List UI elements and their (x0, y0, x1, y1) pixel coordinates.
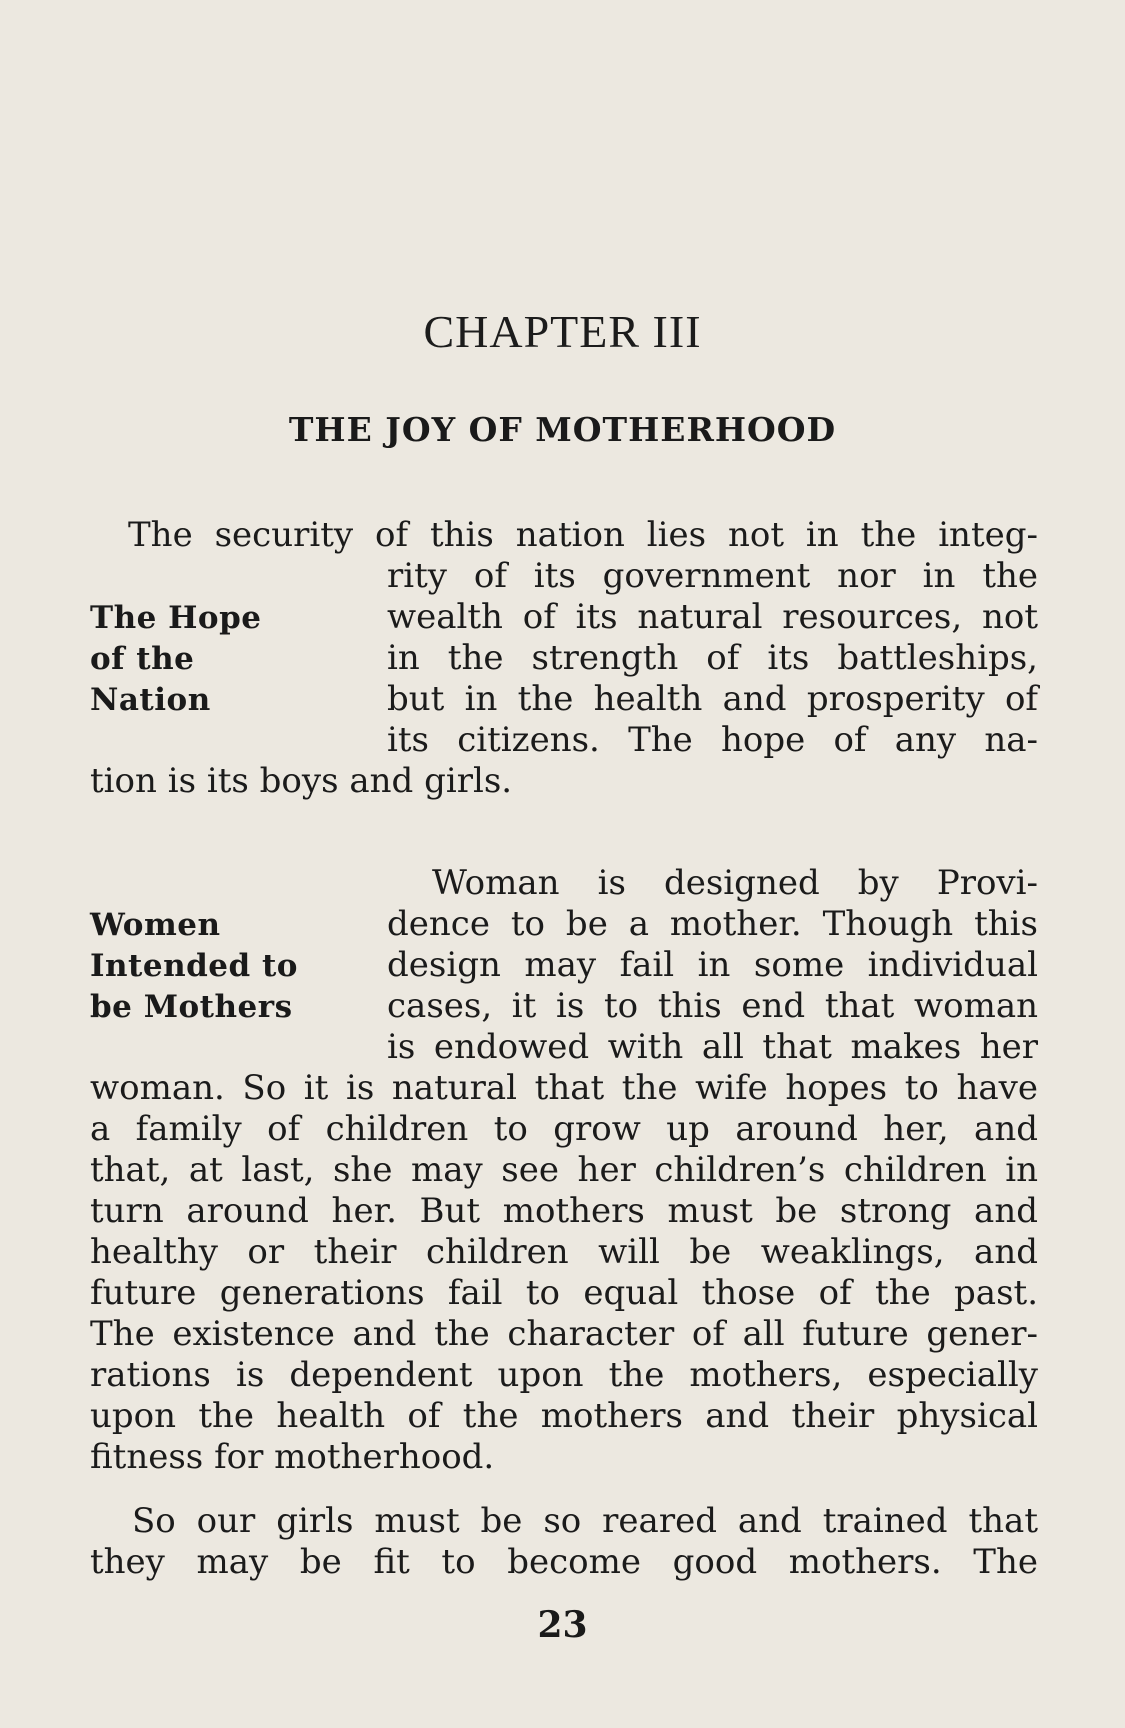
page-number: 23 (537, 1604, 588, 1646)
sidenote-women-line: be Mothers (90, 989, 293, 1025)
sidenote-hope-line: Nation (90, 682, 211, 718)
text-line: a family of children to grow up around her, and (90, 1109, 1038, 1149)
text-line: upon the health of the mothers and their physical (90, 1396, 1038, 1436)
sidenote-women-line: Intended to (90, 948, 298, 984)
text-line: woman. So it is natural that the wife hopes to have (90, 1068, 1038, 1108)
text-line: that, at last, she may see her children’s children in (90, 1150, 1038, 1190)
sidenote-women-line: Women (90, 907, 221, 943)
sidenote-hope-line: of the (90, 641, 195, 677)
text-line: they may be fit to become good mothers. The (90, 1542, 1038, 1582)
text-line: tion is its boys and girls. (90, 761, 513, 801)
text-line: is endowed with all that makes her (387, 1027, 1038, 1067)
text-line: design may fail in some individual (387, 945, 1038, 985)
text-line: So our girls must be so reared and trained that (132, 1501, 1038, 1541)
text-line: The existence and the character of all future gener- (90, 1314, 1038, 1354)
text-line: dence to be a mother. Though this (387, 904, 1038, 944)
text-line: cases, it is to this end that woman (387, 986, 1038, 1026)
text-line: its citizens. The hope of any na- (387, 720, 1038, 760)
chapter-title: THE JOY OF MOTHERHOOD (288, 410, 837, 449)
text-line: rity of its government nor in the (387, 556, 1038, 596)
text-line: Woman is designed by Provi- (432, 863, 1038, 903)
text-line: but in the health and prosperity of (387, 679, 1038, 719)
chapter-heading: CHAPTER III (423, 306, 702, 357)
text-line: healthy or their children will be weaklings, and (90, 1232, 1038, 1272)
text-line: wealth of its natural resources, not (387, 597, 1038, 637)
sidenote-hope-line: The Hope (90, 600, 262, 636)
text-line: turn around her. But mothers must be strong and (90, 1191, 1038, 1231)
text-line: in the strength of its battleships, (387, 638, 1038, 678)
text-line: rations is dependent upon the mothers, especially (90, 1355, 1038, 1395)
text-line: future generations fail to equal those of the past. (90, 1273, 1038, 1313)
text-line: fitness for motherhood. (90, 1437, 495, 1477)
text-line: The security of this nation lies not in the integ- (128, 515, 1038, 555)
